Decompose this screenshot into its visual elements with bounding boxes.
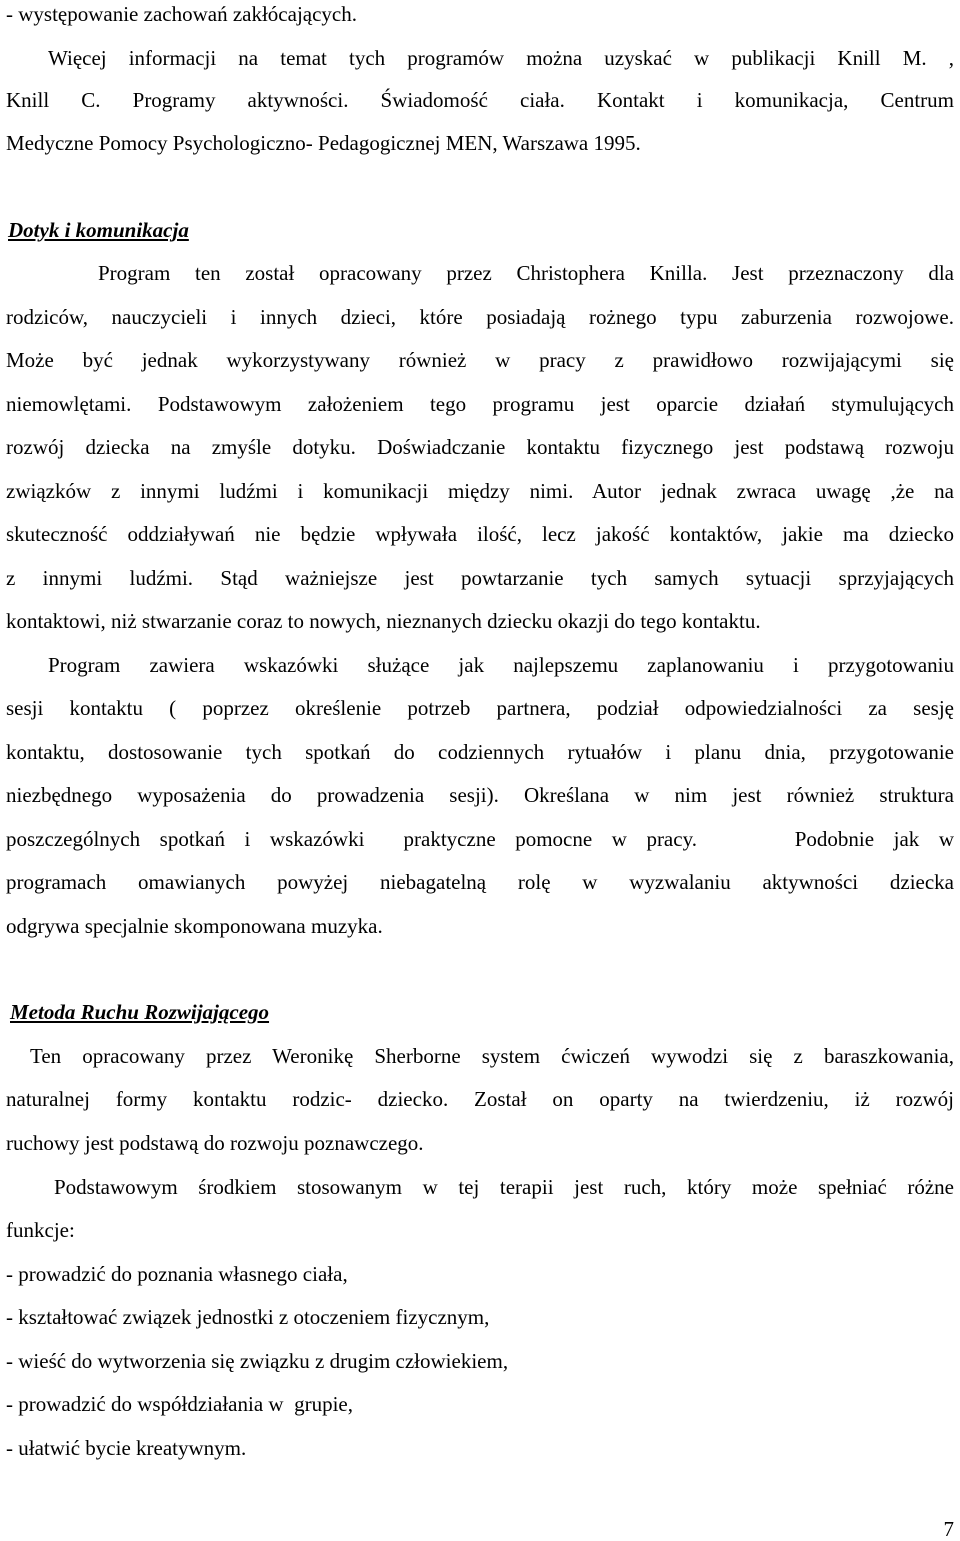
paragraph-line: Program ten został opracowany przez Christophera Knilla. Jest przeznaczony dla <box>98 261 954 285</box>
paragraph-line: Knill C. Programy aktywności. Świadomość ciała. Kontakt i komunikacja, Centrum <box>6 88 954 112</box>
paragraph-line: naturalnej formy kontaktu rodzic- dziecko. Został on oparty na twierdzeniu, iż rozwój <box>6 1087 954 1111</box>
list-item: - kształtować związek jednostki z otoczeniem fizycznym, <box>6 1305 490 1329</box>
section-heading: Metoda Ruchu Rozwijającego <box>10 1000 270 1024</box>
list-item: - prowadzić do poznania własnego ciała, <box>6 1262 348 1286</box>
list-item: - występowanie zachowań zakłócających. <box>6 2 357 26</box>
paragraph-line: programach omawianych powyżej niebagatelną rolę w wyzwalaniu aktywności dziecka <box>6 870 954 894</box>
paragraph-line: rozwój dziecka na zmyśle dotyku. Doświadczanie kontaktu fizycznego jest podstawą rozwoju <box>6 435 954 459</box>
paragraph-line: Ten opracowany przez Weronikę Sherborne system ćwiczeń wywodzi się z baraszkowania, <box>30 1044 954 1068</box>
paragraph-line: odgrywa specjalnie skomponowana muzyka. <box>6 914 383 938</box>
list-item: - prowadzić do współdziałania w grupie, <box>6 1392 353 1416</box>
page-number: 7 <box>943 1517 954 1541</box>
paragraph-line: rodziców, nauczycieli i innych dzieci, które posiadają rożnego typu zaburzenia rozwojowe. <box>6 305 954 329</box>
paragraph-line: kontaktowi, niż stwarzanie coraz to nowych, nieznanych dziecku okazji do tego kontaktu. <box>6 609 761 633</box>
paragraph-line: niemowlętami. Podstawowym założeniem tego programu jest oparcie działań stymulujących <box>6 392 954 416</box>
list-item: - ułatwić bycie kreatywnym. <box>6 1436 247 1460</box>
paragraph-line: funkcje: <box>6 1218 75 1242</box>
list-item: - wieść do wytworzenia się związku z drugim człowiekiem, <box>6 1349 509 1373</box>
paragraph-line: kontaktu, dostosowanie tych spotkań do codziennych rytuałów i planu dnia, przygotowanie <box>6 740 954 764</box>
paragraph-line: z innymi ludźmi. Stąd ważniejsze jest powtarzanie tych samych sytuacji sprzyjających <box>6 566 954 590</box>
paragraph-line: Więcej informacji na temat tych programów można uzyskać w publikacji Knill M. , <box>48 46 954 70</box>
paragraph-line: związków z innymi ludźmi i komunikacji między nimi. Autor jednak zwraca uwagę ,że na <box>6 479 954 503</box>
paragraph-line: sesji kontaktu ( poprzez określenie potrzeb partnera, podział odpowiedzialności za sesję <box>6 696 954 720</box>
paragraph-line: skuteczność oddziaływań nie będzie wpływała ilość, lecz jakość kontaktów, jakie ma dziecko <box>6 522 954 546</box>
paragraph-line: Program zawiera wskazówki służące jak najlepszemu zaplanowaniu i przygotowaniu <box>48 653 954 677</box>
paragraph-line: Podstawowym środkiem stosowanym w tej terapii jest ruch, który może spełniać różne <box>54 1175 954 1199</box>
paragraph-line: niezbędnego wyposażenia do prowadzenia sesji). Określana w nim jest również struktura <box>6 783 954 807</box>
paragraph-line: Medyczne Pomocy Psychologiczno- Pedagogicznej MEN, Warszawa 1995. <box>6 131 641 155</box>
paragraph-line: Może być jednak wykorzystywany również w pracy z prawidłowo rozwijającymi się <box>6 348 954 372</box>
paragraph-line: poszczególnych spotkań i wskazówki praktyczne pomocne w pracy. Podobnie jak w <box>6 827 954 851</box>
section-heading: Dotyk i komunikacja <box>8 218 189 242</box>
paragraph-line: ruchowy jest podstawą do rozwoju poznawczego. <box>6 1131 424 1155</box>
